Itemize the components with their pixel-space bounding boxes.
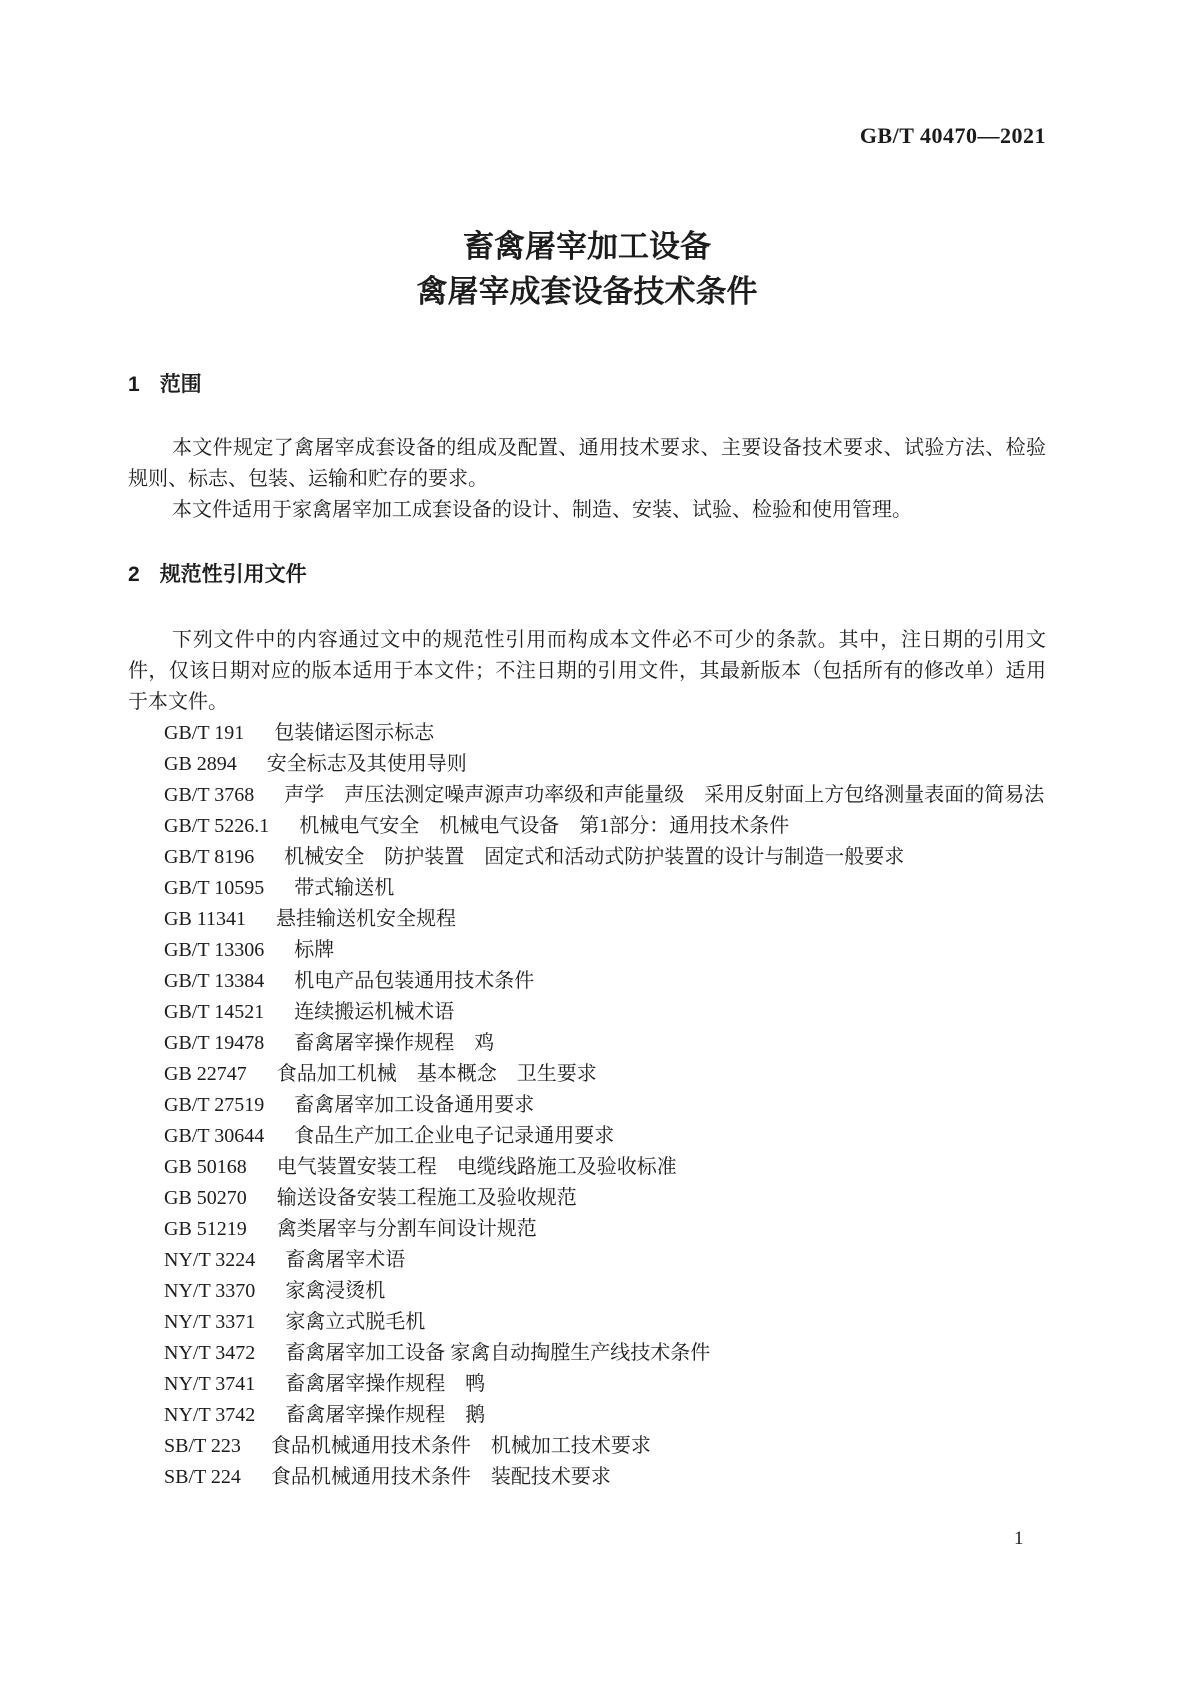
reference-title: 畜禽屠宰术语 [285,1249,406,1271]
reference-code: GB/T 27519 [164,1094,265,1116]
reference-item [128,1307,1046,1338]
reference-title: 家禽浸烫机 [285,1280,386,1302]
reference-code: SB/T 223 [164,1435,241,1457]
reference-code: NY/T 3371 [164,1311,256,1333]
references-intro-block [128,625,1046,718]
reference-item [128,842,1046,873]
reference-title: 家禽立式脱毛机 [285,1311,426,1333]
section-title: 范围 [159,373,202,396]
scope-paragraph: 本文件适用于家禽屠宰加工成套设备的设计、制造、安装、试验、检验和使用管理。 [172,499,912,521]
standard-code: GB/T 40470—2021 [859,123,1046,148]
reference-item [128,780,1046,811]
reference-item [128,1152,1046,1183]
section-title: 规范性引用文件 [159,563,307,586]
reference-item [128,1121,1046,1152]
reference-item [128,1462,1046,1493]
reference-item [128,997,1046,1028]
section-number: 2 [128,563,140,586]
reference-title: 食品机械通用技术条件 机械加工技术要求 [270,1435,651,1457]
reference-code: GB/T 8196 [164,846,255,868]
reference-item [128,718,1046,749]
reference-item [128,873,1046,904]
reference-title: 带式输送机 [294,877,395,899]
reference-title: 畜禽屠宰加工设备通用要求 [294,1094,535,1116]
reference-title: 畜禽屠宰操作规程 鹅 [285,1404,486,1426]
reference-item [128,1338,1046,1369]
reference-code: GB 11341 [164,908,247,930]
document-title-line2: 禽屠宰成套设备技术条件 [416,274,758,309]
reference-code: GB/T 30644 [164,1125,265,1147]
reference-code: GB/T 13306 [164,939,265,961]
reference-code: GB/T 3768 [164,784,255,806]
reference-title: 连续搬运机械术语 [294,1001,455,1023]
references-intro-paragraph: 下列文件中的内容通过文中的规范性引用而构成本文件必不可少的条款。其中，注日期的引用文件，仅该日期对应的版本适用于本文件；不注日期的引用文件，其最新版本（包括所有的修改单）适用于本文件。 [128,629,1046,713]
document-title [128,224,1046,314]
reference-item [128,1276,1046,1307]
reference-code: GB/T 191 [164,722,245,744]
references-list [128,718,1046,1493]
reference-title: 悬挂输送机安全规程 [276,908,457,930]
section-number: 1 [128,373,140,396]
scope-paragraphs [128,433,1046,526]
reference-title: 电气装置安装工程 电缆线路施工及验收标准 [276,1156,677,1178]
reference-item [128,935,1046,966]
reference-title: 食品加工机械 基本概念 卫生要求 [276,1063,597,1085]
reference-item [128,1028,1046,1059]
reference-code: GB 51219 [164,1218,247,1240]
reference-item [128,1059,1046,1090]
reference-title: 包装储运图示标志 [274,722,435,744]
page-number: 1 [1014,1528,1024,1549]
reference-code: NY/T 3370 [164,1280,256,1302]
reference-code: GB/T 10595 [164,877,265,899]
reference-item [128,1431,1046,1462]
reference-title: 机械电气安全 机械电气设备 第1部分：通用技术条件 [299,815,790,837]
reference-code: NY/T 3742 [164,1404,256,1426]
reference-title: 食品机械通用技术条件 装配技术要求 [270,1466,611,1488]
reference-code: GB 50270 [164,1187,247,1209]
reference-title: 畜禽屠宰操作规程 鸡 [294,1032,495,1054]
reference-title: 声学 声压法测定噪声源声功率级和声能量级 采用反射面上方包络测量表面的简易法 [284,784,1045,806]
reference-title: 畜禽屠宰加工设备 家禽自动掏膛生产线技术条件 [285,1342,711,1364]
reference-item [128,1369,1046,1400]
scope-paragraph: 本文件规定了禽屠宰成套设备的组成及配置、通用技术要求、主要设备技术要求、试验方法、检验规则、标志、包装、运输和贮存的要求。 [128,437,1046,490]
reference-item [128,1214,1046,1245]
reference-item [128,966,1046,997]
reference-code: GB/T 19478 [164,1032,265,1054]
reference-code: GB 2894 [164,753,237,775]
reference-item [128,811,1046,842]
reference-code: GB 22747 [164,1063,247,1085]
section-heading-scope [128,370,1046,399]
reference-code: NY/T 3472 [164,1342,256,1364]
reference-code: GB/T 13384 [164,970,265,992]
reference-code: GB/T 14521 [164,1001,265,1023]
reference-item [128,1245,1046,1276]
reference-title: 安全标志及其使用导则 [266,753,467,775]
reference-item [128,1183,1046,1214]
reference-item [128,904,1046,935]
reference-title: 畜禽屠宰操作规程 鸭 [285,1373,486,1395]
document-title-line1: 畜禽屠宰加工设备 [463,229,711,264]
reference-item [128,1400,1046,1431]
reference-item [128,749,1046,780]
reference-code: GB/T 5226.1 [164,815,270,837]
reference-code: GB 50168 [164,1156,247,1178]
reference-title: 机械安全 防护装置 固定式和活动式防护装置的设计与制造一般要求 [284,846,905,868]
reference-item [128,1090,1046,1121]
reference-title: 机电产品包装通用技术条件 [294,970,535,992]
reference-code: NY/T 3224 [164,1249,256,1271]
section-heading-normative-references [128,560,1046,589]
reference-code: NY/T 3741 [164,1373,256,1395]
reference-title: 禽类屠宰与分割车间设计规范 [276,1218,537,1240]
page-content [128,0,1046,1493]
reference-title: 食品生产加工企业电子记录通用要求 [294,1125,615,1147]
reference-code: SB/T 224 [164,1466,241,1488]
reference-title: 标牌 [294,939,335,961]
reference-title: 输送设备安装工程施工及验收规范 [276,1187,577,1209]
